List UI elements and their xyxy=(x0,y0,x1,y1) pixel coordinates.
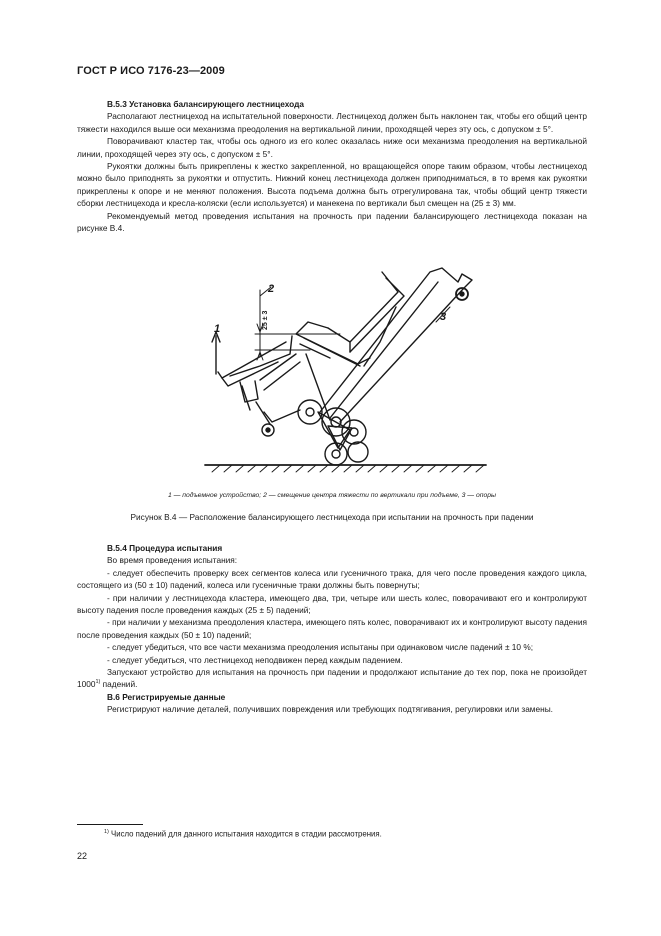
footnote-ref[interactable]: 1) xyxy=(95,679,101,686)
dimension-label: 25 ± 3 xyxy=(262,310,269,330)
paragraph xyxy=(77,666,587,691)
section-heading: В.6 Регистрируемые данные xyxy=(107,691,226,702)
closing-end: падений. xyxy=(100,679,138,690)
lift-arrow xyxy=(212,332,220,374)
paragraph: Во время проведения испытания: xyxy=(107,555,238,566)
list-item: - при наличии у механизма преодоления кластера, имеющего пять колес, поворачивают их и контролируют высоту падения после проведения каждых (50 ± 10) падений; xyxy=(77,617,587,640)
paragraph: Регистрируют наличие деталей, получивших повреждения или требующих подтягивания, регулировки или замены. xyxy=(107,704,553,715)
list-item: - следует обеспечить проверку всех сегментов колеса или гусеничного трака, для чего после проведения каждого цикла, состоящего из (50 ± 10) падений, колеса или гусеничные траки должны быть повернуты; xyxy=(77,567,587,591)
paragraph: Рукоятки должны быть прикреплены к жестко закрепленной, но вращающейся опоре таким образом, чтобы лестницеход можно было приподнять за рукоятки и отпустить. Нижний конец лестницехода должен приподниматься, в то время как рукоятки прикреплены к опоре и не меняют положения. Высота подъема должна быть отрегулирована так, чтобы общий центр тяжести сборки лестницехода и кресла-коляски (если используется) и манекена по вертикали был смещен на (25 ± 3) мм. xyxy=(77,161,587,209)
list-item: - следует убедиться, что все части механизма преодоления испытаны при одинаковом числе падений ± 10 %; xyxy=(107,642,534,653)
page-number: 22 xyxy=(77,851,88,861)
paragraph: Поворачивают кластер так, чтобы ось одного из его колес оказалась ниже оси механизма преодоления на вертикальной линии, проходящей через эту ось, с допуском ± 5°. xyxy=(77,136,587,159)
section-heading: В.5.4 Процедура испытания xyxy=(107,543,223,553)
section-heading: В.5.3 Установка балансирующего лестницехода xyxy=(107,99,304,109)
list-item: - при наличии у лестницехода кластера, имеющего два, три, четыре или шесть колес, поворачивают его и контролируют высоту падения после проведения каждых (25 ± 5) падений; xyxy=(77,592,587,616)
list-item: - следует убедиться, что лестницеход неподвижен перед каждым падением. xyxy=(107,654,403,665)
stair-climber-figure xyxy=(200,262,500,482)
label-3: 3 xyxy=(440,311,447,323)
document-header: ГОСТ Р ИСО 7176-23—2009 xyxy=(77,65,225,77)
footnote-divider xyxy=(77,824,143,825)
footnote-text: Число падений для данного испытания находится в стадии рассмотрения. xyxy=(108,829,382,839)
closing-text: Запускают устройство для испытания на прочность при падении и продолжают испытание до тех пор, пока не произойдет 1000 xyxy=(77,667,587,690)
section-b54 xyxy=(77,542,587,716)
label-2: 2 xyxy=(268,283,275,295)
figure-legend: 1 — подъемное устройство; 2 — смещение центра тяжести по вертикали при подъеме, 3 — опоры xyxy=(167,492,497,499)
figure-caption: Рисунок В.4 — Расположение балансирующего лестницехода при испытании на прочность при падении xyxy=(130,512,534,522)
ground-surface xyxy=(205,465,486,472)
paragraph: Рекомендуемый метод проведения испытания на прочность при падении балансирующего лестницехода показан на рисунке В.4. xyxy=(77,210,587,234)
label-1: 1 xyxy=(214,323,221,335)
footnote xyxy=(104,829,382,839)
paragraph: Располагают лестницеход на испытательной поверхности. Лестницеход должен быть наклонен так, чтобы его общий центр тяжести находился выше оси механизма преодоления на вертикальной линии, проходящей через эту ось, с допуском ± 5°. xyxy=(77,111,587,134)
footnote-mark: 1) xyxy=(104,829,109,835)
handle-frame xyxy=(306,268,472,422)
section-b53 xyxy=(77,98,587,234)
